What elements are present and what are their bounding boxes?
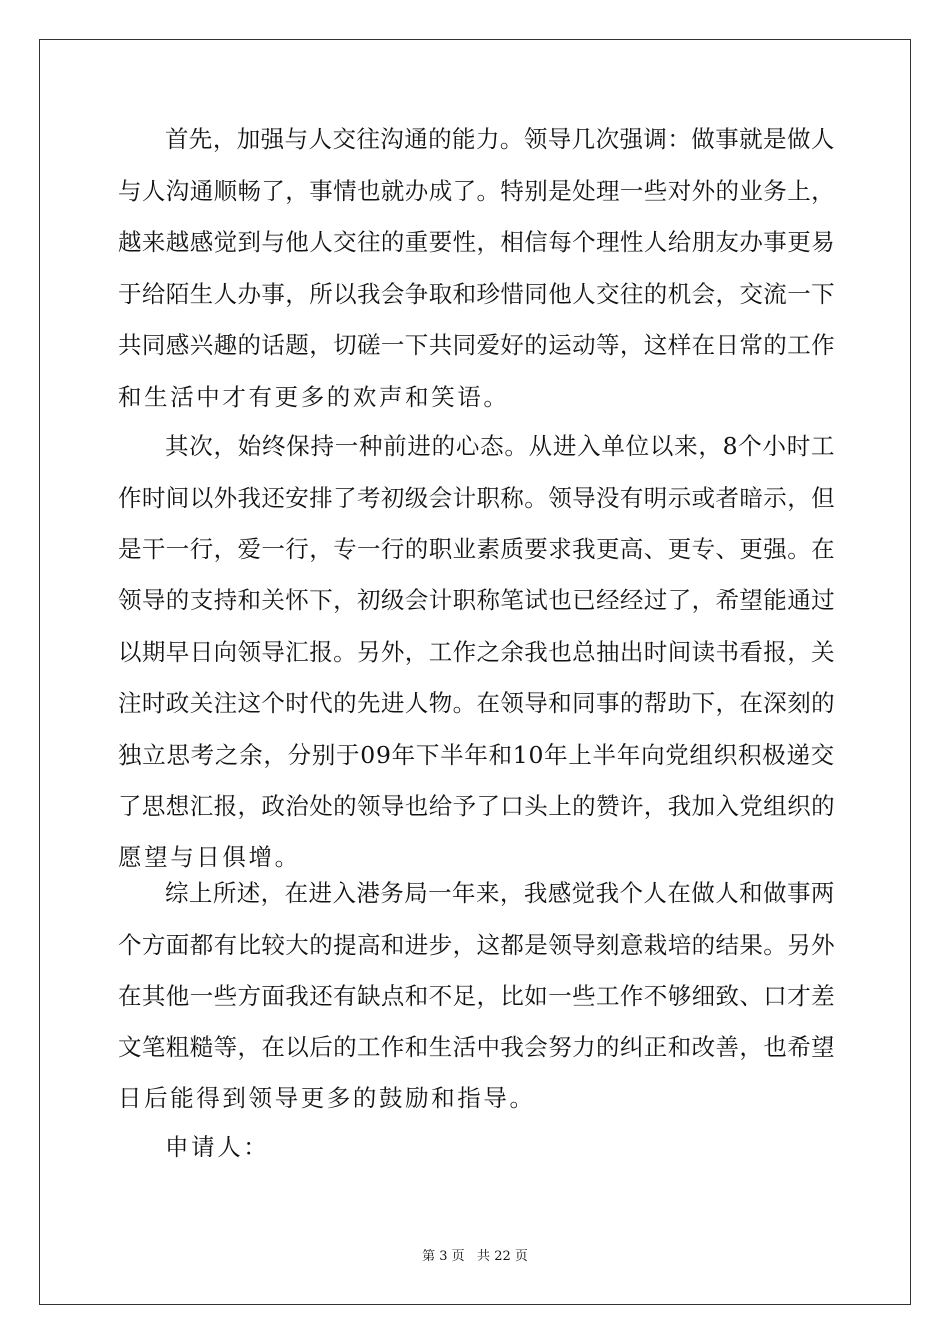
text-line: 以期早日向领导汇报。另外，工作之余我也总抽出时间读书看报，关	[118, 638, 835, 666]
text-line: 是干一行，爱一行，专一行的职业素质要求我更高、更专、更强。在	[118, 535, 835, 563]
text-line: 愿望与日俱增。	[118, 843, 301, 871]
text-line: 与人沟通顺畅了，事情也就办成了。特别是处理一些对外的业务上，	[118, 177, 835, 205]
text-line: 综上所述，在进入港务局一年来，我感觉我个人在做人和做事两	[165, 879, 835, 907]
text-line: 越来越感觉到与他人交往的重要性，相信每个理性人给朋友办事更易	[118, 228, 835, 256]
text-line: 于给陌生人办事，所以我会争取和珍惜同他人交往的机会，交流一下	[118, 280, 835, 308]
text-line: 注时政关注这个时代的先进人物。在领导和同事的帮助下，在深刻的	[118, 689, 835, 717]
text-line: 领导的支持和关怀下，初级会计职称笔试也已经经过了，希望能通过	[118, 586, 835, 614]
text-line: 作时间以外我还安排了考初级会计职称。领导没有明示或者暗示，但	[118, 484, 835, 512]
text-line: 其次，始终保持一种前进的心态。从进入单位以来，8个小时工	[165, 432, 836, 460]
text-line: 独立思考之余，分别于09年下半年和10年上半年向党组织积极递交	[118, 741, 835, 769]
text-line: 在其他一些方面我还有缺点和不足，比如一些工作不够细致、口才差	[118, 982, 835, 1010]
text-line: 首先，加强与人交往沟通的能力。领导几次强调：做事就是做人	[165, 125, 835, 153]
text-line: 了思想汇报，政治处的领导也给予了口头上的赞许，我加入党组织的	[118, 792, 835, 820]
text-line: 文笔粗糙等，在以后的工作和生活中我会努力的纠正和改善，也希望	[118, 1033, 835, 1061]
text-line: 日后能得到领导更多的鼓励和指导。	[118, 1084, 536, 1112]
text-line: 共同感兴趣的话题，切磋一下共同爱好的运动等，这样在日常的工作	[118, 331, 835, 359]
text-line: 申请人：	[165, 1133, 270, 1161]
text-line: 个方面都有比较大的提高和进步，这都是领导刻意栽培的结果。另外	[118, 931, 835, 959]
text-line: 和生活中才有更多的欢声和笑语。	[118, 383, 510, 411]
page-number: 第 3 页 共 22 页	[422, 1249, 528, 1264]
